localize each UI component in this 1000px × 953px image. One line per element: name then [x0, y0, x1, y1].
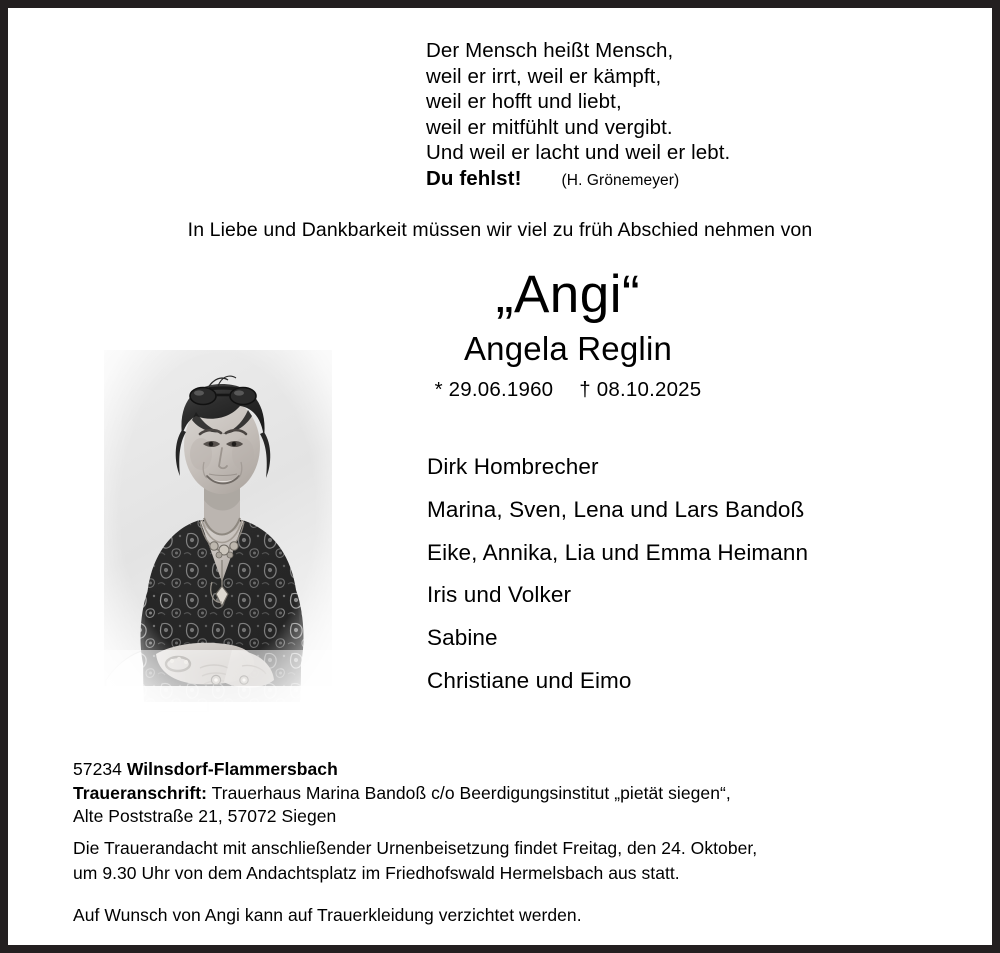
- notice-inner: [8, 8, 992, 945]
- address-city-line: [73, 758, 731, 782]
- service-line-1: Die Trauerandacht mit anschließender Urnenbeisetzung findet Freitag, den 24. Oktober,: [73, 838, 758, 858]
- birth-date: * 29.06.1960: [434, 378, 554, 401]
- address-recipient-line: [73, 782, 731, 806]
- address-street-line: Alte Poststraße 21, 57072 Siegen: [73, 806, 337, 826]
- death-date: † 08.10.2025: [579, 378, 702, 401]
- verse-line-3: weil er hofft und liebt,: [426, 90, 622, 113]
- address-block: [73, 758, 731, 829]
- verse-line-2: weil er irrt, weil er kämpft,: [426, 64, 662, 88]
- verse-closing: Du fehlst!: [426, 166, 522, 190]
- portrait-photo: [104, 350, 332, 712]
- city-name: Wilnsdorf-Flammersbach: [126, 759, 338, 779]
- address-recipient: Trauerhaus Marina Bandoß c/o Beerdigungsinstitut „pietät siegen“,: [211, 782, 731, 803]
- deceased-nickname: „Angi“: [495, 265, 641, 324]
- verse-closing-row: [426, 166, 730, 194]
- postal-code: 57234: [73, 759, 122, 779]
- deceased-dates: [308, 377, 828, 403]
- intro-text: In Liebe und Dankbarkeit müssen wir viel zu früh Abschied nehmen von: [187, 219, 813, 241]
- verse-line-1: Der Mensch heißt Mensch,: [426, 39, 674, 62]
- mourner-4: Iris und Volker: [427, 582, 572, 608]
- verse-block: [426, 38, 730, 193]
- verse-line-4: weil er mitfühlt und vergibt.: [426, 115, 673, 139]
- mourner-1: Dirk Hombrecher: [427, 454, 599, 479]
- deceased-full-name: Angela Reglin: [463, 330, 673, 367]
- address-label: Traueranschrift:: [73, 782, 208, 803]
- service-line-2: um 9.30 Uhr von dem Andachtsplatz im Friedhofswald Hermelsbach aus statt.: [73, 863, 680, 883]
- verse-line-5: Und weil er lacht und weil er lebt.: [426, 141, 731, 164]
- verse-attribution: (H. Grönemeyer): [561, 171, 680, 189]
- mourner-3: Eike, Annika, Lia und Emma Heimann: [427, 539, 809, 565]
- mourner-5: Sabine: [427, 625, 498, 651]
- mourner-6: Christiane und Eimo: [427, 667, 632, 693]
- portrait-illustration: [104, 350, 332, 712]
- mourners-list: [427, 446, 808, 703]
- service-details: [73, 836, 757, 886]
- dresscode-note: Auf Wunsch von Angi kann auf Trauerkleidung verzichtet werden.: [73, 905, 582, 925]
- mourner-2: Marina, Sven, Lena und Lars Bandoß: [427, 496, 805, 522]
